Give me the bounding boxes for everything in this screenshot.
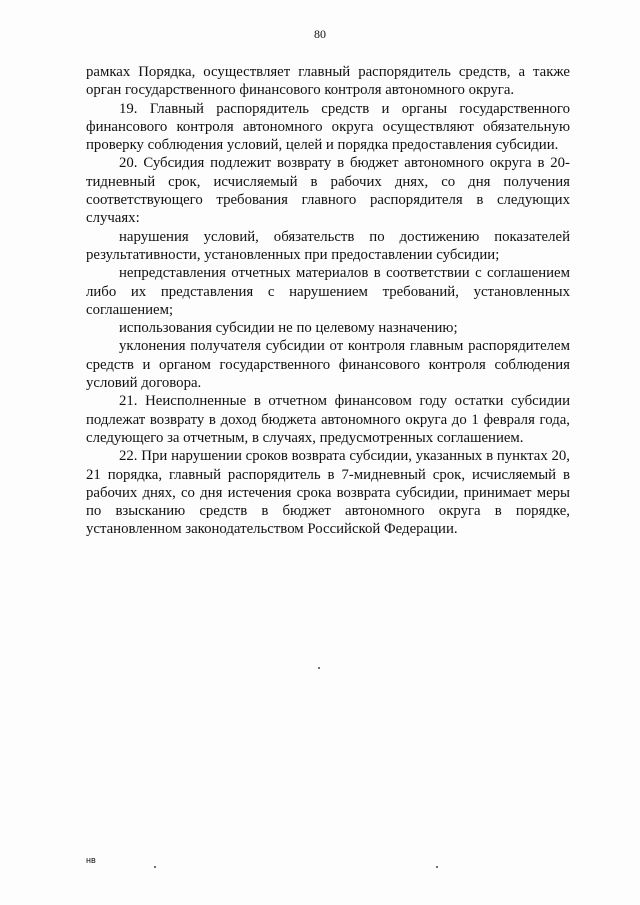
paragraph-case-3: использования субсидии не по целевому назначению; <box>119 320 458 337</box>
scan-speck <box>318 667 320 669</box>
paragraph-case-4: уклонения получателя субсидии от контроля главным распорядителем средств и органом государственного финансового контроля соблюдения условий договора. <box>86 338 570 392</box>
paragraph-case-2: непредставления отчетных материалов в соответствии с соглашением либо их представления с нарушением требований, установленных соглашением; <box>86 265 570 318</box>
paragraph-21: 21. Неисполненные в отчетном финансовом году остатки субсидии подлежат возврату в доход бюджета автономного округа до 1 февраля года, следующего за отчетным, в случаях, предусмотренных соглашением. <box>86 393 570 446</box>
document-body <box>86 63 570 539</box>
paragraph-case-1: нарушения условий, обязательств по достижению показателей результативности, установленных при предоставлении субсидии; <box>86 228 570 263</box>
page-number: 80 <box>314 27 326 41</box>
paragraph-20: 20. Субсидия подлежит возврату в бюджет автономного округа в 20-тидневный срок, исчисляемый в рабочих днях, со дня получения соответствующего требования главного распорядителя в следующих случаях: <box>86 155 570 227</box>
scan-speck <box>154 866 156 868</box>
footer-initials: нв <box>86 855 96 865</box>
paragraph-22: 22. При нарушении сроков возврата субсидии, указанных в пунктах 20, 21 порядка, главный распорядитель в 7-мидневный срок, исчисляемый в рабочих днях, со дня истечения срока возврата субсидии, принимает меры по взысканию средств в бюджет автономного округа в порядке, установленном законодательством Российской Федерации. <box>86 448 570 538</box>
scan-speck <box>436 866 438 868</box>
paragraph-19: 19. Главный распорядитель средств и органы государственного финансового контроля автономного округа осуществляют обязательную проверку соблюдения условий, целей и порядка предоставления субсидии. <box>86 100 570 154</box>
paragraph-continuation: рамках Порядка, осуществляет главный распорядитель средств, а также орган государственного финансового контроля автономного округа. <box>86 64 570 99</box>
